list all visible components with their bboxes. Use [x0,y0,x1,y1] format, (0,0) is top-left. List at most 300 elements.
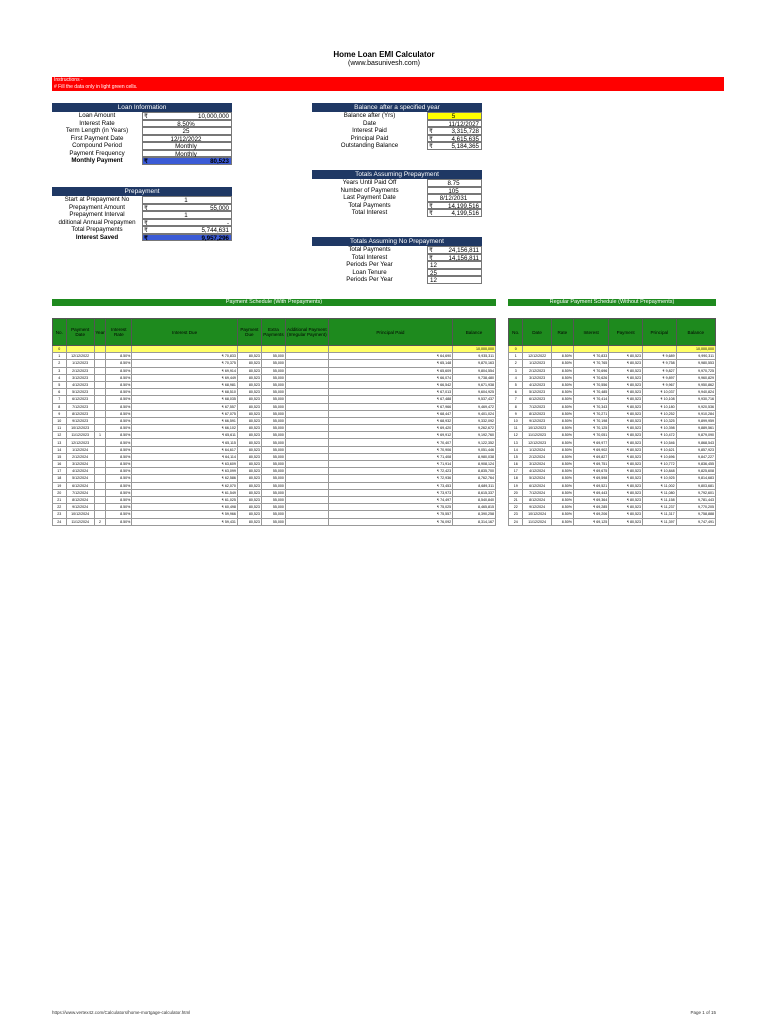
right-schedule-cell: ₹ 70,696 [573,367,608,374]
left-schedule-cell [94,410,105,417]
left-schedule-cell [94,496,105,503]
left-schedule-cell: 80,523 [237,511,261,518]
balance-after-label: Balance after (Yrs) [343,112,396,119]
left-schedule-cell: 55,000 [261,432,285,439]
left-schedule-row [53,511,496,518]
page-title: Home Loan EMI Calculator [333,50,435,59]
left-schedule-cell [94,482,105,489]
left-schedule-cell: 80,523 [237,374,261,381]
interest-rate-field[interactable]: 8.50% [142,120,232,128]
last-payment-label: Last Payment Date [343,194,396,201]
right-schedule-cell: ₹ 70,833 [573,353,608,360]
right-schedule-row [509,518,716,525]
left-schedule-cell: 80,523 [237,403,261,410]
right-schedule-cell: 8.50% [551,468,573,475]
left-schedule-cell [94,381,105,388]
right-schedule-cell: ₹ 80,523 [609,475,643,482]
left-schedule-cell: ₹ 62,586 [132,475,238,482]
right-schedule-col-header: Payment [609,319,643,346]
left-schedule-cell: 55,000 [261,417,285,424]
left-schedule-row [53,468,496,475]
right-schedule-cell: ₹ 80,523 [609,396,643,403]
right-schedule-col-header: Principal [642,319,676,346]
left-schedule-cell: ₹ 68,447 [328,410,452,417]
right-schedule-cell: 3 [509,367,523,374]
monthly-payment-value: ₹ 80,523 [142,157,232,165]
left-schedule-row [53,360,496,367]
left-schedule-col-header: Additional Payment (Irregular Payment) [285,319,328,346]
term-field[interactable]: 25 [142,127,232,135]
right-schedule-cell: ₹ 70,271 [573,410,608,417]
right-schedule-row [509,381,716,388]
right-schedule-cell: 5/12/2023 [523,389,551,396]
right-schedule-row [509,461,716,468]
left-schedule-col-header: Year [94,319,105,346]
right-schedule-cell: ₹ 80,523 [609,511,643,518]
left-schedule-cell: ₹ 68,981 [132,381,238,388]
left-schedule-cell: 6/12/2023 [66,396,94,403]
right-schedule-cell: 6/12/2024 [523,482,551,489]
left-schedule-cell: 55,000 [261,410,285,417]
left-schedule-cell: 9,262,672 [453,425,496,432]
principal-paid-value: ₹ 4,615,635 [427,135,482,143]
right-schedule-cell: ₹ 69,285 [573,504,608,511]
prepay-start-label: Start at Prepayment No [64,196,130,203]
left-schedule-cell: 7 [53,396,67,403]
left-schedule-col-header: Extra Payments [261,319,285,346]
left-schedule-cell: 2/12/2023 [66,367,94,374]
left-schedule-col-header: Payment Due [237,319,261,346]
left-schedule-cell: 80,523 [237,453,261,460]
left-schedule-cell: ₹ 64,617 [132,446,238,453]
left-schedule-cell: 55,000 [261,518,285,525]
left-schedule-cell: 8,689,311 [453,482,496,489]
right-schedule-cell: ₹ 69,598 [573,475,608,482]
left-schedule-col-header: Interest Due [132,319,238,346]
right-schedule-cell: ₹ 10,180 [642,403,676,410]
left-schedule-row [53,425,496,432]
left-schedule-cell: 8.50% [106,475,132,482]
totals-no-prepayment-panel [312,237,482,284]
left-schedule-col-header: Principal Paid [328,319,452,346]
left-schedule-row [53,389,496,396]
left-schedule-cell [132,346,238,353]
right-schedule-cell: ₹ 9,897 [642,374,676,381]
loan-amount-field[interactable]: ₹ 10,000,000 [142,112,232,120]
right-schedule-cell: 12 [509,432,523,439]
right-schedule-row [509,482,716,489]
right-schedule-cell: 8 [509,403,523,410]
left-schedule-row [53,461,496,468]
left-schedule-cell: 8.50% [106,396,132,403]
prepay-interval-field[interactable]: 1 [142,211,232,219]
prepayment-heading: Prepayment [52,187,232,196]
right-schedule-cell: 9,920,536 [676,403,715,410]
right-schedule-cell: ₹ 69,125 [573,518,608,525]
right-schedule-cell: 8.50% [551,410,573,417]
right-schedule-cell: 6/12/2023 [523,396,551,403]
right-schedule-cell: ₹ 80,523 [609,360,643,367]
left-schedule-cell: 9,671,938 [453,381,496,388]
right-schedule-cell: ₹ 80,523 [609,367,643,374]
left-schedule-row [53,417,496,424]
left-schedule-cell: 3 [53,367,67,374]
right-schedule-cell: 5/12/2024 [523,475,551,482]
left-schedule-cell: 55,000 [261,353,285,360]
np-total-payments-label: Total Payments [348,246,391,253]
left-schedule-cell: 10,000,000 [453,346,496,353]
right-schedule-cell: ₹ 70,556 [573,381,608,388]
left-schedule-cell: 8.50% [106,489,132,496]
right-schedule-cell: ₹ 80,523 [609,439,643,446]
right-schedule-cell: 9,857,923 [676,446,715,453]
right-schedule-row [509,353,716,360]
left-schedule-cell: 80,523 [237,381,261,388]
left-schedule-cell: 8/12/2024 [66,496,94,503]
total-interest-value: ₹ 4,199,516 [427,209,482,217]
np-total-interest-value: ₹ 14,156,811 [427,254,482,262]
left-schedule-cell: ₹ 60,498 [132,504,238,511]
right-schedule-cell: 10 [509,417,523,424]
left-schedule-cell: ₹ 67,013 [328,389,452,396]
right-schedule-cell: 9,960,829 [676,374,715,381]
right-schedule-cell: 1 [509,353,523,360]
right-schedule-cell: ₹ 10,848 [642,468,676,475]
left-schedule-cell: ₹ 69,449 [132,374,238,381]
schedule-with-prepay-table [52,318,496,526]
left-schedule-cell: 8.50% [106,468,132,475]
left-schedule-cell [94,425,105,432]
left-schedule-cell [285,360,328,367]
right-schedule-cell: ₹ 9,758 [642,360,676,367]
left-schedule-cell [285,425,328,432]
left-schedule-cell: 8.50% [106,425,132,432]
left-schedule-cell: 80,523 [237,425,261,432]
right-schedule-cell: ₹ 80,523 [609,496,643,503]
left-schedule-cell: 16 [53,461,67,468]
left-schedule-cell: 8.50% [106,381,132,388]
left-schedule-cell: 1 [53,353,67,360]
right-schedule-cell: ₹ 80,523 [609,353,643,360]
footer-page: Page 1 of 15 [690,1010,716,1015]
right-schedule-cell: 0 [509,346,523,353]
left-schedule-cell: 14 [53,446,67,453]
right-schedule-cell: 9,825,608 [676,468,715,475]
left-schedule-row [53,367,496,374]
right-schedule-cell: 9,879,090 [676,432,715,439]
right-schedule-cell: 9/12/2024 [523,504,551,511]
left-schedule-cell [285,410,328,417]
total-prepay-label: Total Prepayments [71,226,123,233]
left-schedule-cell: 0 [53,346,67,353]
left-schedule-cell: ₹ 65,611 [132,432,238,439]
right-schedule-cell: 8.50% [551,425,573,432]
left-schedule-cell: ₹ 67,966 [328,403,452,410]
right-schedule-cell: 9,770,205 [676,504,715,511]
right-schedule-cell: 9,889,561 [676,425,715,432]
right-schedule-cell: ₹ 70,765 [573,360,608,367]
left-schedule-cell: ₹ 70,375 [132,360,238,367]
left-schedule-cell [94,446,105,453]
right-schedule-row [509,511,716,518]
left-schedule-cell: 21 [53,496,67,503]
left-schedule-cell: 5/12/2024 [66,475,94,482]
left-schedule-cell: ₹ 61,025 [132,496,238,503]
right-schedule-cell: 9/12/2023 [523,417,551,424]
left-schedule-cell [285,511,328,518]
prepayment-panel [52,187,232,241]
left-schedule-cell: 8.50% [106,410,132,417]
left-schedule-cell [261,346,285,353]
left-schedule-row [53,504,496,511]
left-schedule-cell: 9,401,024 [453,410,496,417]
loan-information-panel [52,103,232,165]
left-schedule-cell [94,439,105,446]
left-schedule-cell: 6 [53,389,67,396]
left-schedule-cell: ₹ 66,074 [328,374,452,381]
annual-prepay-field[interactable]: ₹ - [142,219,232,227]
left-schedule-cell: 8.50% [106,453,132,460]
left-schedule-cell: 80,523 [237,410,261,417]
np-total-payments-value: ₹ 24,156,811 [427,246,482,254]
np-tenure-value: 25 [427,269,482,277]
right-schedule-row [509,439,716,446]
left-schedule-cell: ₹ 66,542 [328,381,452,388]
right-schedule-cell: 8.50% [551,367,573,374]
right-schedule-col-header: Balance [676,319,715,346]
right-schedule-cell: ₹ 80,523 [609,410,643,417]
left-schedule-cell: 8.50% [106,374,132,381]
left-schedule-row [53,432,496,439]
left-schedule-cell: ₹ 70,906 [328,446,452,453]
right-schedule-cell: ₹ 10,925 [642,475,676,482]
right-schedule-cell: 20 [509,489,523,496]
left-schedule-cell [285,381,328,388]
left-schedule-cell: ₹ 72,423 [328,468,452,475]
left-schedule-cell: ₹ 64,114 [132,453,238,460]
left-schedule-cell: 80,523 [237,496,261,503]
left-schedule-cell: 80,523 [237,353,261,360]
right-schedule-row [509,367,716,374]
right-schedule-cell: 8.50% [551,403,573,410]
right-schedule-cell: ₹ 10,621 [642,446,676,453]
left-schedule-cell [94,504,105,511]
right-schedule-cell: 9,847,227 [676,453,715,460]
right-schedule-row [509,504,716,511]
right-schedule-cell: ₹ 70,343 [573,403,608,410]
left-schedule-cell: 8.50% [106,461,132,468]
left-schedule-cell: 8,835,700 [453,468,496,475]
left-schedule-cell: 1/12/2023 [66,360,94,367]
right-schedule-row [509,346,716,353]
left-schedule-cell [94,489,105,496]
left-schedule-cell [285,374,328,381]
right-schedule-col-header: Rate [551,319,573,346]
left-schedule-cell: ₹ 69,420 [328,425,452,432]
left-schedule-cell [285,432,328,439]
right-schedule-cell: 2/12/2024 [523,453,551,460]
left-schedule-cell: 9,870,163 [453,360,496,367]
left-schedule-cell [94,468,105,475]
left-schedule-cell [285,396,328,403]
prepay-amount-field[interactable]: ₹ 55,000 [142,204,232,212]
left-schedule-cell: 20 [53,489,67,496]
left-schedule-cell: ₹ 64,690 [328,353,452,360]
frequency-field[interactable]: Monthly [142,150,232,158]
left-schedule-cell: 9/12/2024 [66,504,94,511]
loan-info-heading: Loan Information [52,103,232,112]
left-schedule-row [53,489,496,496]
right-schedule-cell [551,346,573,353]
left-schedule-cell: 19 [53,482,67,489]
left-schedule-cell [94,346,105,353]
left-schedule-cell: 55,000 [261,453,285,460]
left-schedule-cell: 80,523 [237,482,261,489]
left-schedule-cell [285,518,328,525]
right-schedule-cell: 18 [509,475,523,482]
right-schedule-cell: 19 [509,482,523,489]
np-total-interest-label: Total Interest [351,253,388,261]
left-schedule-cell: 5/12/2023 [66,389,94,396]
left-schedule-cell: 55,000 [261,367,285,374]
right-schedule-cell: 8.50% [551,374,573,381]
right-schedule-cell: ₹ 80,523 [609,403,643,410]
left-schedule-cell: 8.50% [106,403,132,410]
right-schedule-cell: 12/12/2022 [523,353,551,360]
right-schedule-cell: ₹ 69,977 [573,439,608,446]
right-schedule-cell: 8.50% [551,417,573,424]
right-schedule-cell: ₹ 69,206 [573,511,608,518]
right-schedule-cell: 9,814,683 [676,475,715,482]
left-schedule-cell: 9 [53,410,67,417]
left-schedule-cell [285,446,328,453]
left-schedule-cell: 8.50% [106,496,132,503]
balance-after-field[interactable]: 5 [427,112,482,120]
interest-paid-label: Interest Paid [352,127,387,134]
frequency-label: Payment Frequency [69,149,125,157]
right-schedule-cell: ₹ 80,523 [609,381,643,388]
right-schedule-cell: ₹ 11,080 [642,489,676,496]
left-schedule-col-header: No. [53,319,67,346]
first-payment-field[interactable]: 12/12/2022 [142,135,232,143]
left-schedule-cell: 9,051,446 [453,446,496,453]
left-schedule-cell [94,511,105,518]
left-schedule-cell: 1 [94,432,105,439]
left-schedule-cell: 55,000 [261,360,285,367]
right-schedule-cell: 8.50% [551,489,573,496]
left-schedule-cell: 2/12/2024 [66,453,94,460]
np-periods-label: Periods Per Year [346,261,393,268]
left-schedule-cell [94,461,105,468]
prepay-start-field[interactable]: 1 [142,196,232,204]
left-schedule-row [53,374,496,381]
right-schedule-cell: ₹ 10,325 [642,417,676,424]
left-schedule-cell: 9,738,480 [453,374,496,381]
right-schedule-cell: 8.50% [551,453,573,460]
left-schedule-cell: ₹ 73,453 [328,482,452,489]
left-schedule-cell: 8.50% [106,389,132,396]
left-schedule-cell: ₹ 68,035 [132,396,238,403]
left-schedule-cell: 55,000 [261,468,285,475]
left-schedule-cell: ₹ 67,488 [328,396,452,403]
right-schedule-cell: 2 [509,360,523,367]
left-schedule-cell: 80,523 [237,446,261,453]
right-schedule-cell: ₹ 11,237 [642,504,676,511]
right-schedule-row [509,425,716,432]
left-schedule-cell [328,346,452,353]
right-schedule-cell: 8.50% [551,504,573,511]
right-schedule-cell: ₹ 80,523 [609,432,643,439]
left-schedule-cell: 80,523 [237,468,261,475]
left-schedule-cell [94,453,105,460]
right-schedule-cell: ₹ 10,772 [642,461,676,468]
right-schedule-row [509,453,716,460]
left-schedule-cell: 8.50% [106,504,132,511]
left-schedule-cell: 8,540,840 [453,496,496,503]
right-schedule-cell: 8.50% [551,518,573,525]
right-schedule-cell: 8.50% [551,353,573,360]
left-schedule-cell: 80,523 [237,504,261,511]
total-prepay-value: ₹ 5,744,631 [142,226,232,234]
left-schedule-cell: 3/12/2024 [66,461,94,468]
right-schedule-cell: 8/12/2023 [523,410,551,417]
left-schedule-cell [94,417,105,424]
right-schedule-cell: 9,747,491 [676,518,715,525]
left-schedule-col-header: Balance [453,319,496,346]
right-schedule-cell: ₹ 80,523 [609,461,643,468]
right-schedule-cell: ₹ 70,626 [573,374,608,381]
right-schedule-cell: 9,940,824 [676,389,715,396]
np-periods2-label: Periods Per Year [346,276,393,283]
left-schedule-cell [94,396,105,403]
compound-field[interactable]: Monthly [142,142,232,150]
left-schedule-cell: 3/12/2023 [66,374,94,381]
right-schedule-cell: ₹ 10,398 [642,425,676,432]
left-schedule-cell: 8.50% [106,511,132,518]
left-schedule-cell: 8,390,258 [453,511,496,518]
left-schedule-col-header: Payment Date [66,319,94,346]
left-schedule-cell [285,504,328,511]
footer-url[interactable]: https://www.vertex42.com/Calculators/home-mortgage-calculator.html [52,1010,191,1015]
left-schedule-cell: 4/12/2023 [66,381,94,388]
left-schedule-cell: 55,000 [261,403,285,410]
left-schedule-cell: 9,604,925 [453,389,496,396]
left-schedule-cell: 1/12/2024 [66,446,94,453]
right-schedule-cell [573,346,608,353]
left-schedule-cell: 80,523 [237,475,261,482]
right-schedule-cell: 5 [509,381,523,388]
left-schedule-cell: ₹ 69,912 [328,432,452,439]
left-schedule-cell: ₹ 67,075 [132,410,238,417]
right-schedule-cell: ₹ 11,397 [642,518,676,525]
right-schedule-cell: 8.50% [551,439,573,446]
right-schedule-cell: 11/12/2024 [523,518,551,525]
left-schedule-cell: ₹ 72,936 [328,475,452,482]
left-schedule-row [53,403,496,410]
term-label: Term Length (in Years) [65,127,129,134]
right-schedule-cell: 9,792,601 [676,489,715,496]
left-schedule-cell: 55,000 [261,511,285,518]
right-schedule-cell: 6 [509,389,523,396]
right-schedule-cell: ₹ 70,051 [573,432,608,439]
left-schedule-cell [285,439,328,446]
left-schedule-row [53,475,496,482]
right-schedule-cell: 9,781,443 [676,496,715,503]
right-schedule-cell: 17 [509,468,523,475]
last-payment-value: 8/12/2031 [427,194,482,202]
left-schedule-cell: 55,000 [261,439,285,446]
right-schedule-cell: ₹ 10,472 [642,432,676,439]
